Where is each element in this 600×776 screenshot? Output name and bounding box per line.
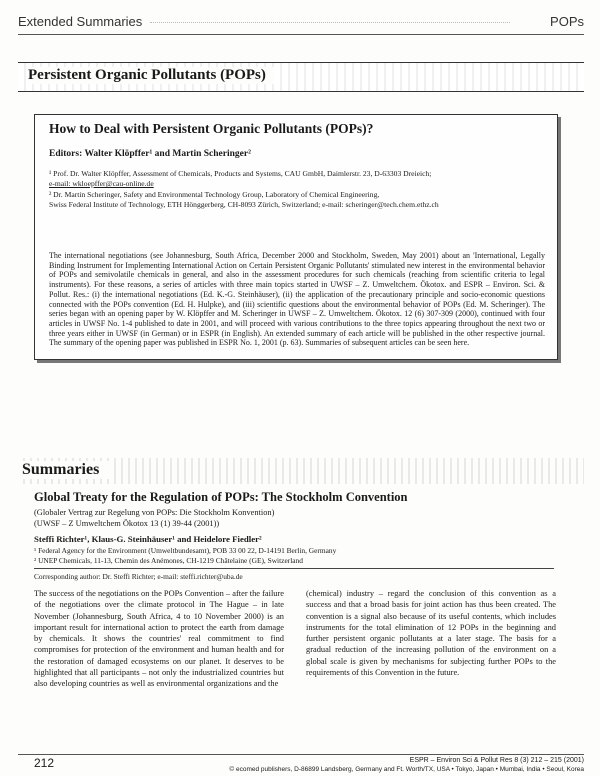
editor-affiliation-1: ¹ Prof. Dr. Walter Klöpffer, Assessment of Chemicals, Products and Systems, CAU GmbH, Daimlerstr. 23, D-63303 Dreieich;: [49, 169, 432, 178]
running-header-left: Extended Summaries: [18, 14, 143, 29]
body-column-right: (chemical) industry – regard the conclusion of this convention as a success and that a broad basis for joint action has thus been created. The convention is a signal also because of its useful contents, which includes instruments for the total elimination of 12 POPs in the beginning and further persistent organic pollutants at a later stage. The basis for a gradual reduction of the increasing pollution of the environment on a global scale is given by mechanisms for subjecting further POPs to the requirements of this Convention in the future.: [306, 589, 556, 678]
editor-affiliation-2: ² Dr. Martin Scheringer, Safety and Environmental Technology Group, Laboratory of Chemical Engineering,: [49, 190, 380, 199]
body-column-left: The success of the negotiations on the POPs Convention – after the failure of the negotiations over the climate protocol in The Hague – in late November (Johannesburg, South Africa, 4 to 10 November 2000) is an important result for international action to protect the earth from damage by chemicals. It shows the countries' real commitment to find compromises for protection of the environment and human health and for the restoration of damaged ecosystems on our planet. It deserves to be highlighted that all participants – not only the industrialized countries but also developing countries as well as environmental organizations and the: [34, 589, 284, 689]
author-affiliation-2: ² UNEP Chemicals, 11-13, Chemin des Anémones, CH-1219 Châtelaine (GE), Switzerland: [34, 556, 303, 565]
editorial-box: [34, 114, 558, 360]
editor-email-2: Swiss Federal Institute of Technology, ETH Hönggerberg, CH-8093 Zürich, Switzerland; e-mail: scheringer@tech.chem.ethz.ch: [49, 200, 439, 209]
author-affiliation-1: ¹ Federal Agency for the Environment (Umweltbundesamt), POB 33 00 22, D-14191 Berlin, Germany: [34, 546, 337, 555]
publisher-line: © ecomed publishers, D-86899 Landsberg, Germany and Ft. Worth/TX, USA • Tokyo, Japan • Mumbai, India • Seoul, Korea: [229, 766, 584, 773]
journal-citation: ESPR – Environ Sci & Pollut Res 8 (3) 212 – 215 (2001): [409, 757, 584, 764]
article-authors: Steffi Richter¹, Klaus-G. Steinhäuser¹ and Heidelore Fiedler²: [34, 534, 262, 544]
article-citation: (UWSF – Z Umweltchem Ökotox 13 (1) 39-44 (2001)): [34, 519, 220, 528]
summaries-heading: Summaries: [22, 461, 109, 479]
section-title: Persistent Organic Pollutants (POPs): [28, 67, 274, 84]
section-band: [18, 62, 584, 92]
editor-email-1[interactable]: e-mail: wkloepffer@cau-online.de: [49, 179, 154, 188]
affiliation-rule: [34, 568, 554, 569]
header-dots: [150, 22, 510, 29]
article-title: Global Treaty for the Regulation of POPs: The Stockholm Convention: [34, 490, 408, 504]
page-number: 212: [34, 756, 55, 770]
summaries-band: [18, 458, 584, 484]
header-rule: [18, 34, 584, 35]
box-title: How to Deal with Persistent Organic Pollutants (POPs)?: [49, 121, 374, 136]
footer-rule: [18, 754, 584, 755]
box-editors: Editors: Walter Klöpffer¹ and Martin Scheringer²: [49, 149, 251, 159]
box-intro-paragraph: The international negotiations (see Johannesburg, South Africa, December 2000 and Stockholm, Sweden, May 2001) about an 'International, Legally Binding Instrument for Implementing International Action on Certain Persistent Organic Pollutants' stimulated new interest in the environmental behavior of POPs and semivolatile chemicals in general, and also in the assessment procedures for such chemicals (reaching from scientific criteria to legal instruments). For these reasons, a series of articles with three main topics started in UWSF – Z. Umweltchem. Ökotox. and ESPR – Environ. Sci. & Pollut. Res.: (i) the international negotiations (Ed. K.-G. Steinhäuser), (ii) the application of the precautionary principle and socio-economic questions connected with the POPs convention (Ed. H. Hulpke), and (iii) scientific questions about the environmental behavior of POPs (Ed. M. Scheringer). The series began with an opening paper by W. Klöpffer and M. Scheringer in UWSF – Z. Umweltchem. Ökotox. 12 (6) 307-309 (2000), continued with four articles in UWSF No. 1-4 published to date in 2001, and will proceed with various contributions to the three topics appearing throughout the next two or three years either in UWSF (in German) or in ESPR (in English). An extended summary of each article will be published in the other respective journal. The summary of the opening paper was published in ESPR No. 1, 2001 (p. 63). Summaries of subsequent articles can be seen here.: [49, 251, 545, 348]
running-header-right: POPs: [550, 14, 584, 29]
corresponding-author: Corresponding author: Dr. Steffi Richter; e-mail: steffi.richter@uba.de: [34, 572, 243, 581]
article-subtitle: (Globaler Vertrag zur Regelung von POPs: Die Stockholm Konvention): [34, 508, 275, 517]
